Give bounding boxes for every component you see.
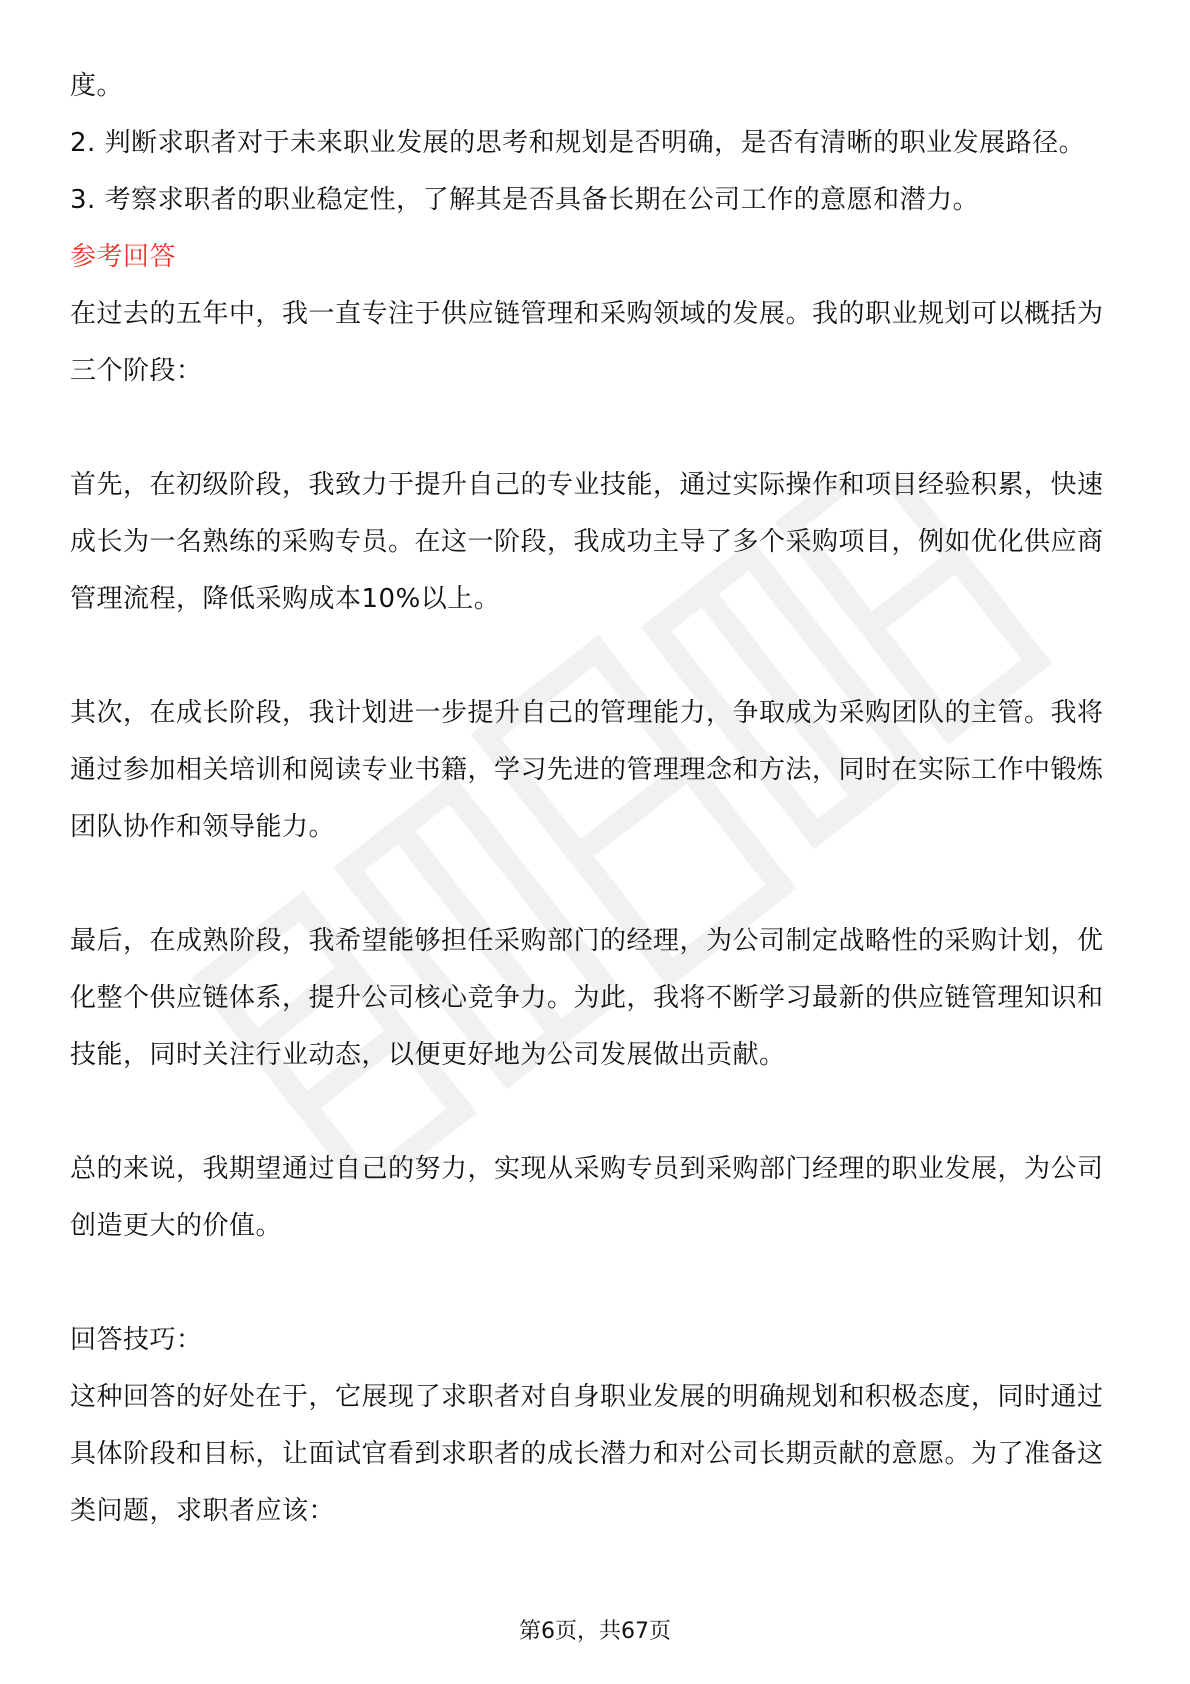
reference-paragraph-summary: 总的来说，我期望通过自己的努力，实现从采购专员到采购部门经理的职业发展，为公司创造更大的价值。 — [70, 1154, 1104, 1241]
intro-line-1: 度。 — [70, 71, 124, 101]
intro-line-2: 2. 判断求职者对于未来职业发展的思考和规划是否明确，是否有清晰的职业发展路径。 — [70, 128, 1086, 158]
main-content — [70, 58, 1120, 1540]
tips-paragraph: 这种回答的好处在于，它展现了求职者对自身职业发展的明确规划和积极态度，同时通过具体阶段和目标，让面试官看到求职者的成长潜力和对公司长期贡献的意愿。为了准备这类问题，求职者应该： — [70, 1382, 1104, 1526]
page-number-footer: 第6页，共67页 — [519, 1619, 671, 1644]
intro-line-3: 3. 考察求职者的职业稳定性，了解其是否具备长期在公司工作的意愿和潜力。 — [70, 185, 980, 215]
paragraph-spacer — [70, 856, 1120, 913]
reference-paragraph-intro: 在过去的五年中，我一直专注于供应链管理和采购领域的发展。我的职业规划可以概括为三个阶段： — [70, 299, 1104, 386]
paragraph-spacer — [70, 1255, 1120, 1312]
tips-heading: 回答技巧： — [70, 1325, 203, 1355]
reference-paragraph-first-stage: 首先，在初级阶段，我致力于提升自己的专业技能，通过实际操作和项目经验积累，快速成长为一名熟练的采购专员。在这一阶段，我成功主导了多个采购项目，例如优化供应商管理流程，降低采购成本10%以上。 — [70, 470, 1104, 614]
reference-paragraph-final-stage: 最后，在成熟阶段，我希望能够担任采购部门的经理，为公司制定战略性的采购计划，优化整个供应链体系，提升公司核心竞争力。为此，我将不断学习最新的供应链管理知识和技能，同时关注行业动态，以便更好地为公司发展做出贡献。 — [70, 926, 1104, 1070]
paragraph-spacer — [70, 1084, 1120, 1141]
reference-paragraph-second-stage: 其次，在成长阶段，我计划进一步提升自己的管理能力，争取成为采购团队的主管。我将通过参加相关培训和阅读专业书籍，学习先进的管理理念和方法，同时在实际工作中锻炼团队协作和领导能力。 — [70, 698, 1104, 842]
reference-answer-heading: 参考回答 — [70, 242, 177, 272]
paragraph-spacer — [70, 628, 1120, 685]
paragraph-spacer — [70, 400, 1120, 457]
